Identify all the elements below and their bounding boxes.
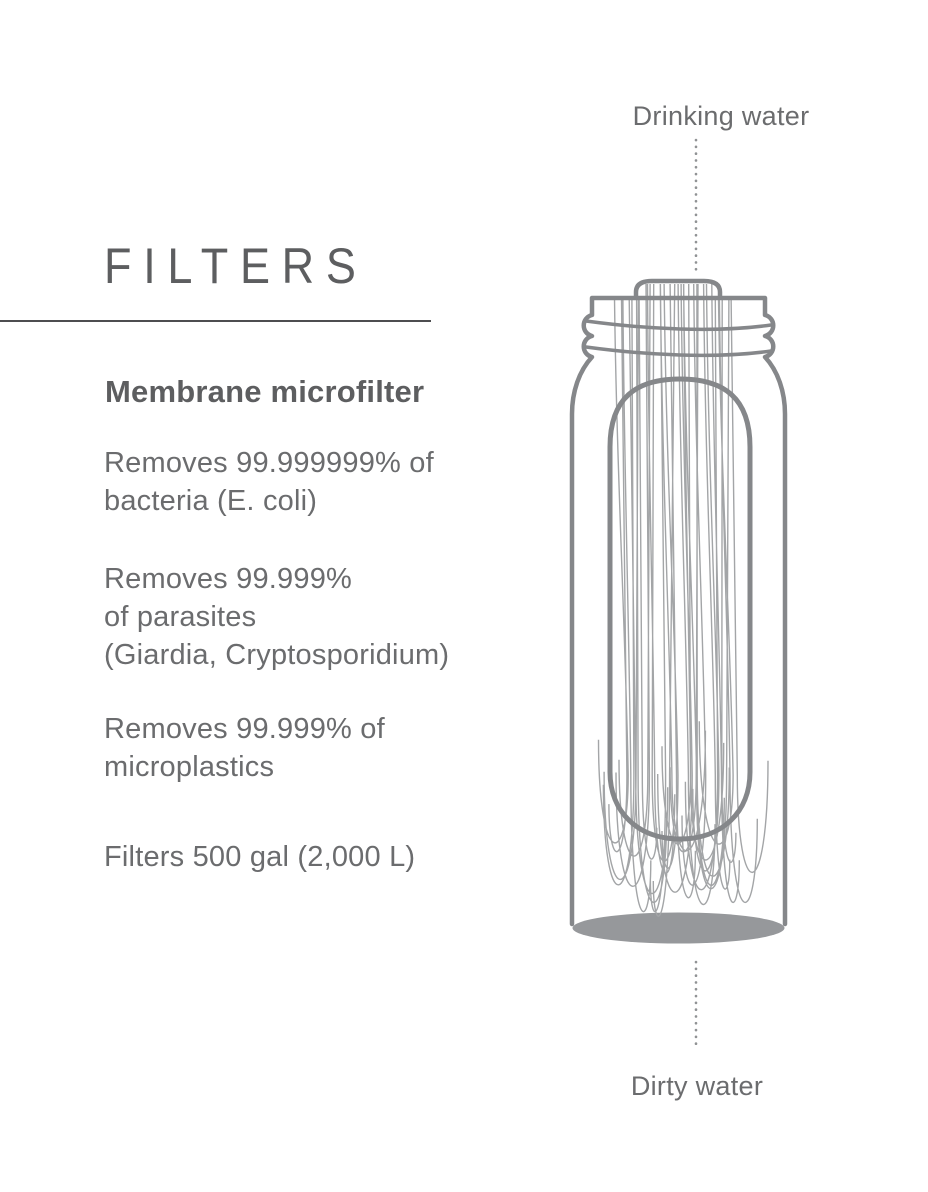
- bottle-outline: [572, 298, 785, 924]
- spec-line: microplastics: [104, 751, 275, 783]
- spec-line: (Giardia, Cryptosporidium): [104, 639, 450, 671]
- page-title: FILTERS: [104, 238, 368, 294]
- spec-line: Removes 99.999%: [104, 563, 353, 595]
- dirty-water-label: Dirty water: [630, 1071, 764, 1101]
- spec-line: bacteria (E. coli): [104, 485, 318, 517]
- drinking-water-label: Drinking water: [632, 101, 810, 131]
- spec-line: of parasites: [104, 601, 257, 633]
- spec-line: Removes 99.999% of: [104, 713, 385, 745]
- spec-line: Filters 500 gal (2,000 L): [104, 841, 416, 873]
- spec-line: Removes 99.999999% of: [104, 447, 434, 479]
- filter-subtitle: Membrane microfilter: [105, 374, 425, 409]
- filter-base: [573, 913, 785, 944]
